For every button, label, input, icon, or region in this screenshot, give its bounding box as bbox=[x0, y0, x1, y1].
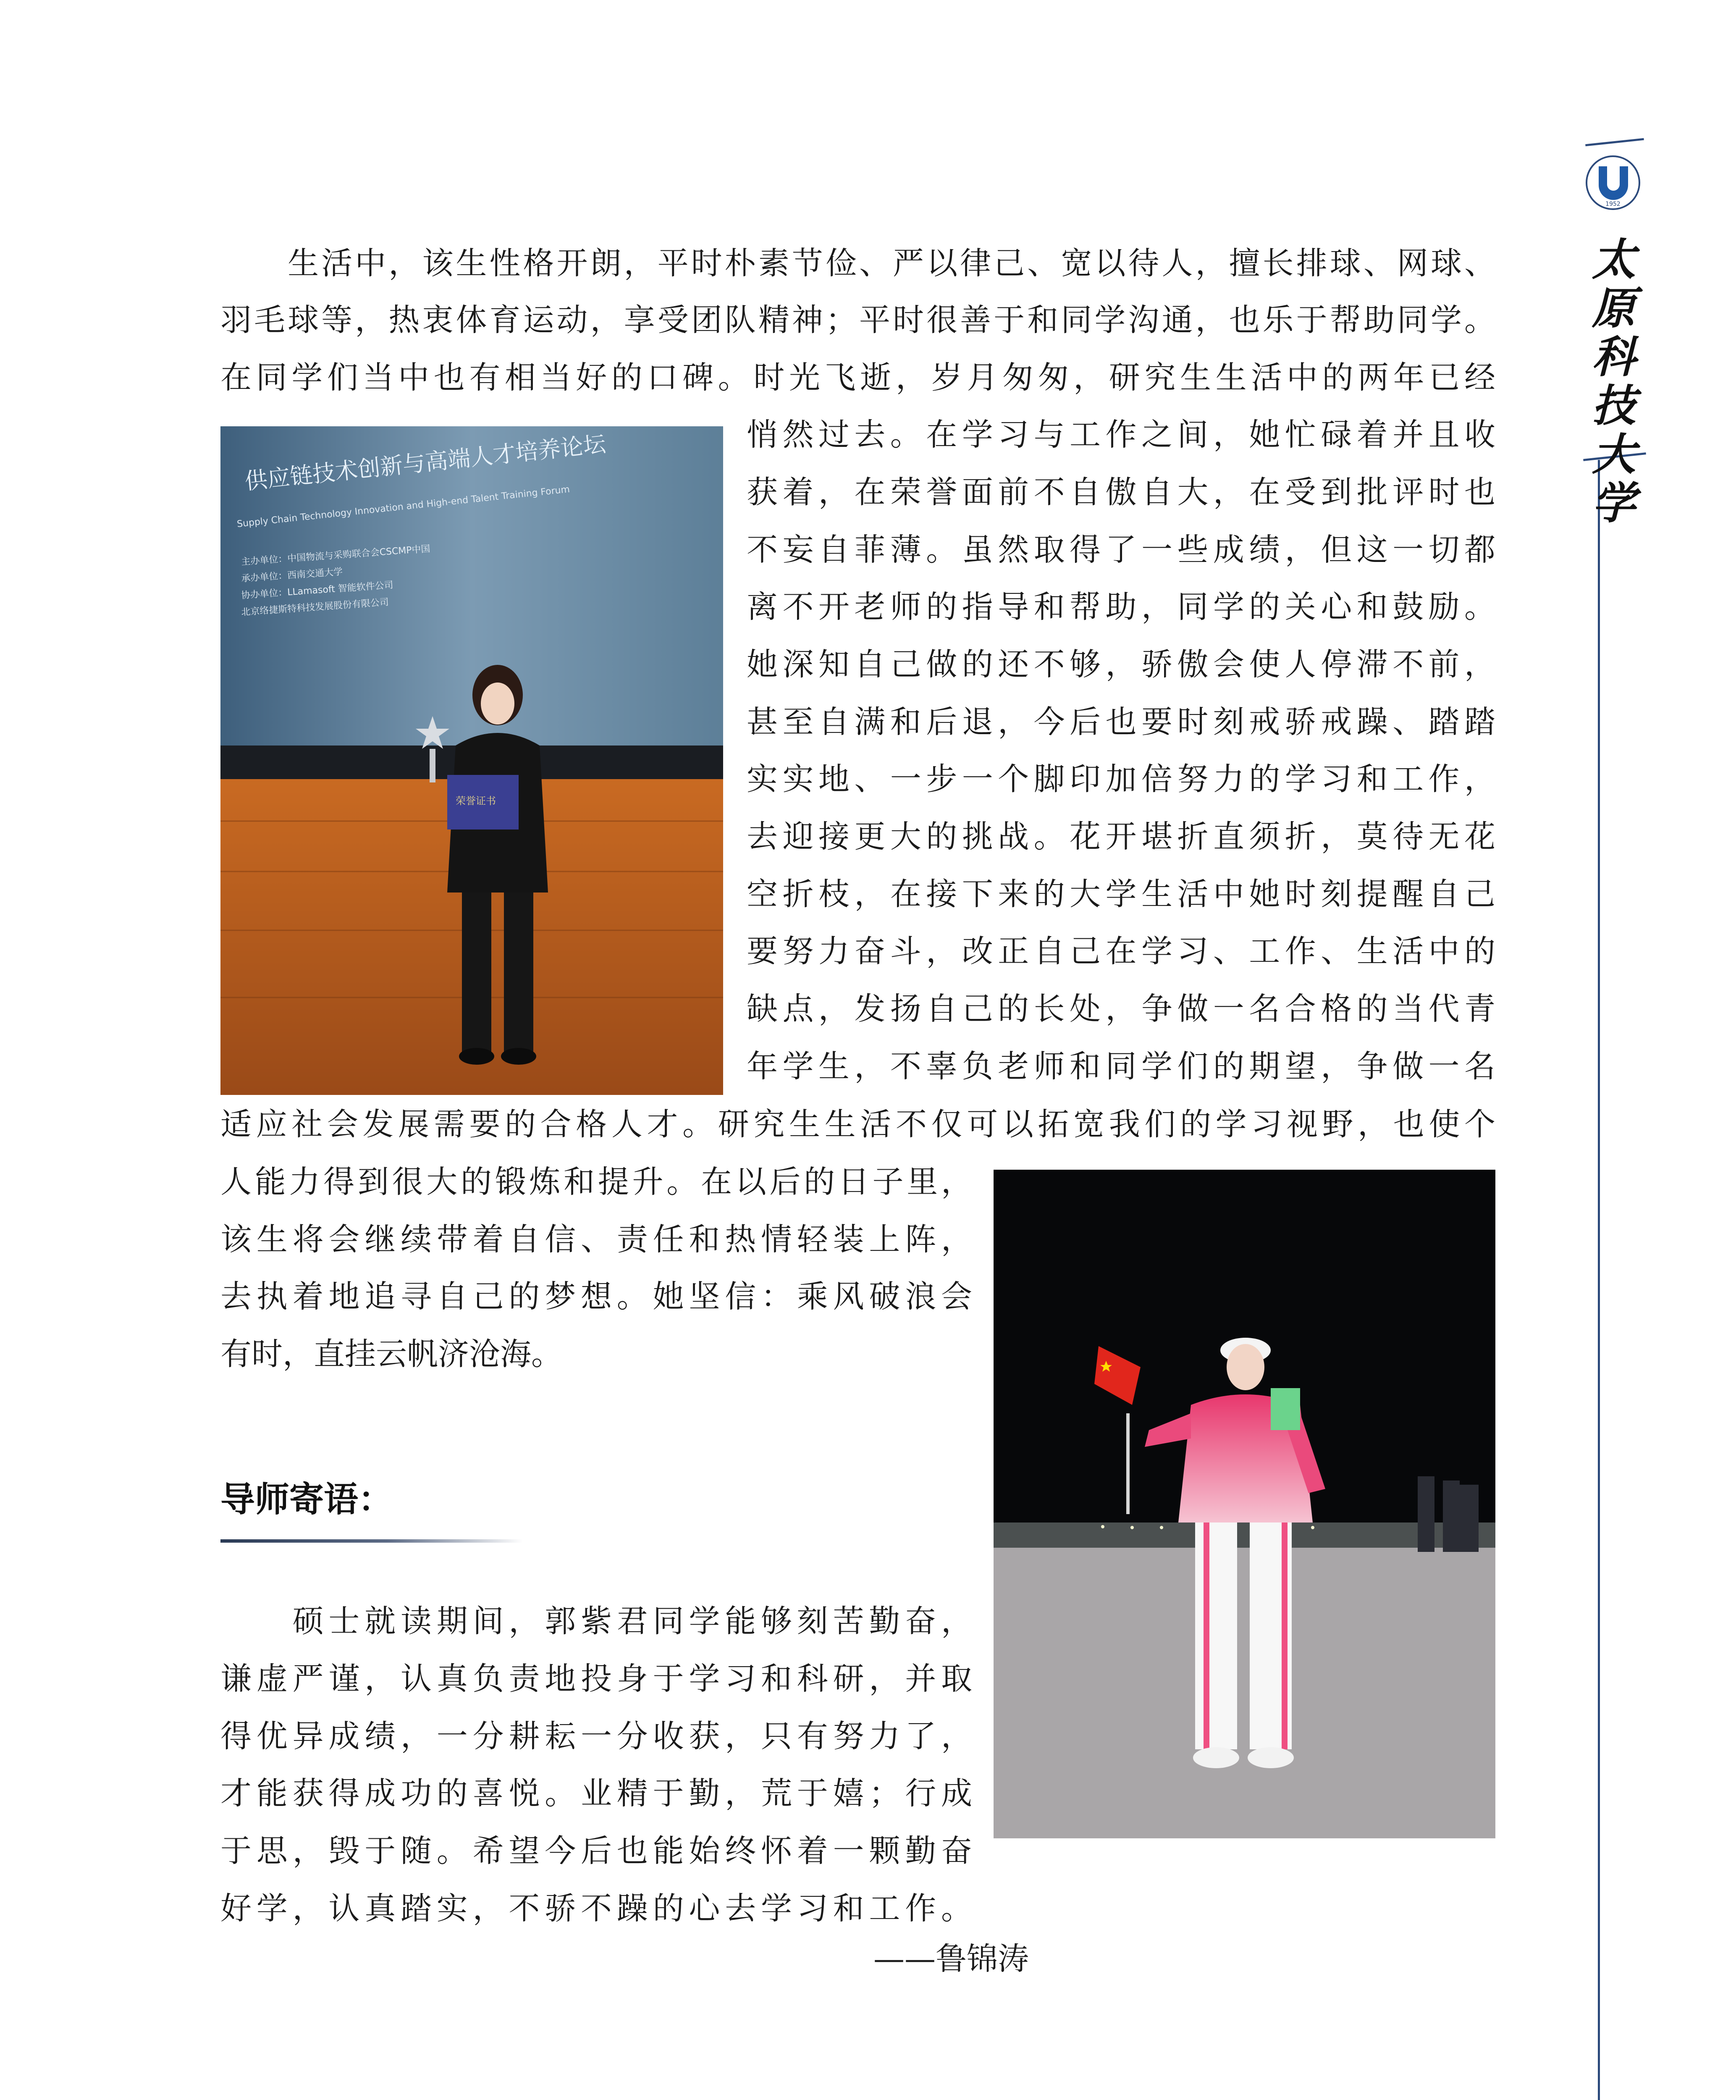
flag-photo-illustration bbox=[994, 1170, 1495, 1838]
screen-item: 北京络捷斯特科技发展股份有限公司 bbox=[241, 597, 389, 618]
mentor-heading-underline bbox=[220, 1539, 523, 1543]
screen-subtitle: Supply Chain Technology Innovation and High-end Talent Training Forum bbox=[236, 484, 571, 530]
mentor-line: 谦虚严谨，认真负责地投身于学习和科研，并取 bbox=[220, 1661, 972, 1697]
certificate-label: 荣誉证书 bbox=[456, 795, 496, 807]
award-photo-illustration bbox=[220, 426, 723, 1095]
award-ceremony-photo bbox=[220, 426, 723, 1095]
body-line: 生活中，该生性格开朗，平时朴素节俭、严以律己、宽以待人，擅长排球、网球、 bbox=[220, 245, 1495, 281]
badge bbox=[1271, 1388, 1300, 1430]
body-line: 适应社会发展需要的合格人才。研究生生活不仅可以拓宽我们的学习视野，也使个 bbox=[220, 1106, 1495, 1142]
body-line: 实实地、一步一个脚印加倍努力的学习和工作， bbox=[747, 761, 1495, 797]
body-line: 她深知自己做的还不够，骄傲会使人停滞不前， bbox=[747, 646, 1495, 682]
body-line: 获着，在荣誉面前不自傲自大，在受到批评时也 bbox=[747, 474, 1495, 510]
screen-title: 供应链技术创新与高端人才培养论坛 bbox=[243, 430, 607, 495]
body-line: 去执着地追寻自己的梦想。她坚信：乘风破浪会 bbox=[220, 1278, 972, 1315]
mentor-line: 于思，毁于随。希望今后也能始终怀着一颗勤奋 bbox=[220, 1833, 972, 1869]
university-name-vertical bbox=[1582, 235, 1645, 528]
body-line: 人能力得到很大的锻炼和提升。在以后的日子里， bbox=[220, 1164, 972, 1200]
body-line: 该生将会继续带着自信、责任和热情轻装上阵， bbox=[220, 1221, 972, 1257]
body-line: 不妄自菲薄。虽然取得了一些成绩，但这一切都 bbox=[747, 532, 1495, 568]
mentor-line: 好学，认真踏实，不骄不躁的心去学习和工作。 bbox=[220, 1890, 972, 1927]
body-line: 要努力奋斗，改正自己在学习、工作、生活中的 bbox=[747, 933, 1495, 969]
body-line: 悄然过去。在学习与工作之间，她忙碌着并且收 bbox=[747, 417, 1495, 453]
title-char: 学 bbox=[1592, 477, 1636, 529]
body-line: 在同学们当中也有相当好的口碑。时光飞逝，岁月匆匆，研究生生活中的两年已经 bbox=[220, 360, 1495, 396]
title-char: 太 bbox=[1592, 234, 1636, 285]
mentor-signature: ——鲁锦涛 bbox=[873, 1941, 1029, 1977]
title-char: 原 bbox=[1592, 282, 1636, 334]
spectator-figures bbox=[1418, 1476, 1479, 1552]
body-line: 缺点，发扬自己的长处，争做一名合格的当代青 bbox=[747, 991, 1495, 1027]
university-logo bbox=[1586, 155, 1640, 210]
title-char: 科 bbox=[1592, 331, 1636, 383]
sidebar-top-rule bbox=[1585, 138, 1644, 147]
body-line: 离不开老师的指导和帮助，同学的关心和鼓励。 bbox=[747, 589, 1495, 625]
screen-item: 承办单位：西南交通大学 bbox=[241, 567, 343, 584]
screen-item: 协办单位：LLamasoft 智能软件公司 bbox=[241, 580, 394, 601]
screen-item: 主办单位：中国物流与采购联合会CSCMP中国 bbox=[241, 543, 431, 567]
sidebar-vertical-rule bbox=[1598, 460, 1600, 2100]
body-line: 羽毛球等，热衷体育运动，享受团队精神；平时很善于和同学沟通，也乐于帮助同学。 bbox=[220, 302, 1495, 338]
flag-bearer-photo bbox=[994, 1170, 1495, 1838]
body-line: 有时，直挂云帆济沧海。 bbox=[220, 1336, 562, 1372]
body-line: 去迎接更大的挑战。花开堪折直须折，莫待无花 bbox=[747, 819, 1495, 855]
title-char: 技 bbox=[1592, 380, 1636, 431]
logo-year: 1952 bbox=[1605, 201, 1621, 207]
mentor-line: 硕士就读期间，郭紫君同学能够刻苦勤奋， bbox=[220, 1603, 972, 1639]
mentor-line: 得优异成绩，一分耕耘一分收获，只有努力了， bbox=[220, 1718, 972, 1754]
title-char: 大 bbox=[1592, 428, 1636, 480]
mentor-heading: 导师寄语： bbox=[220, 1480, 393, 1520]
body-line: 年学生，不辜负老师和同学们的期望，争做一名 bbox=[747, 1048, 1495, 1084]
mentor-line: 才能获得成功的喜悦。业精于勤，荒于嬉；行成 bbox=[220, 1775, 972, 1811]
body-line: 甚至自满和后退，今后也要时刻戒骄戒躁、踏踏 bbox=[747, 704, 1495, 740]
body-line: 空折枝，在接下来的大学生活中她时刻提醒自己 bbox=[747, 876, 1495, 912]
